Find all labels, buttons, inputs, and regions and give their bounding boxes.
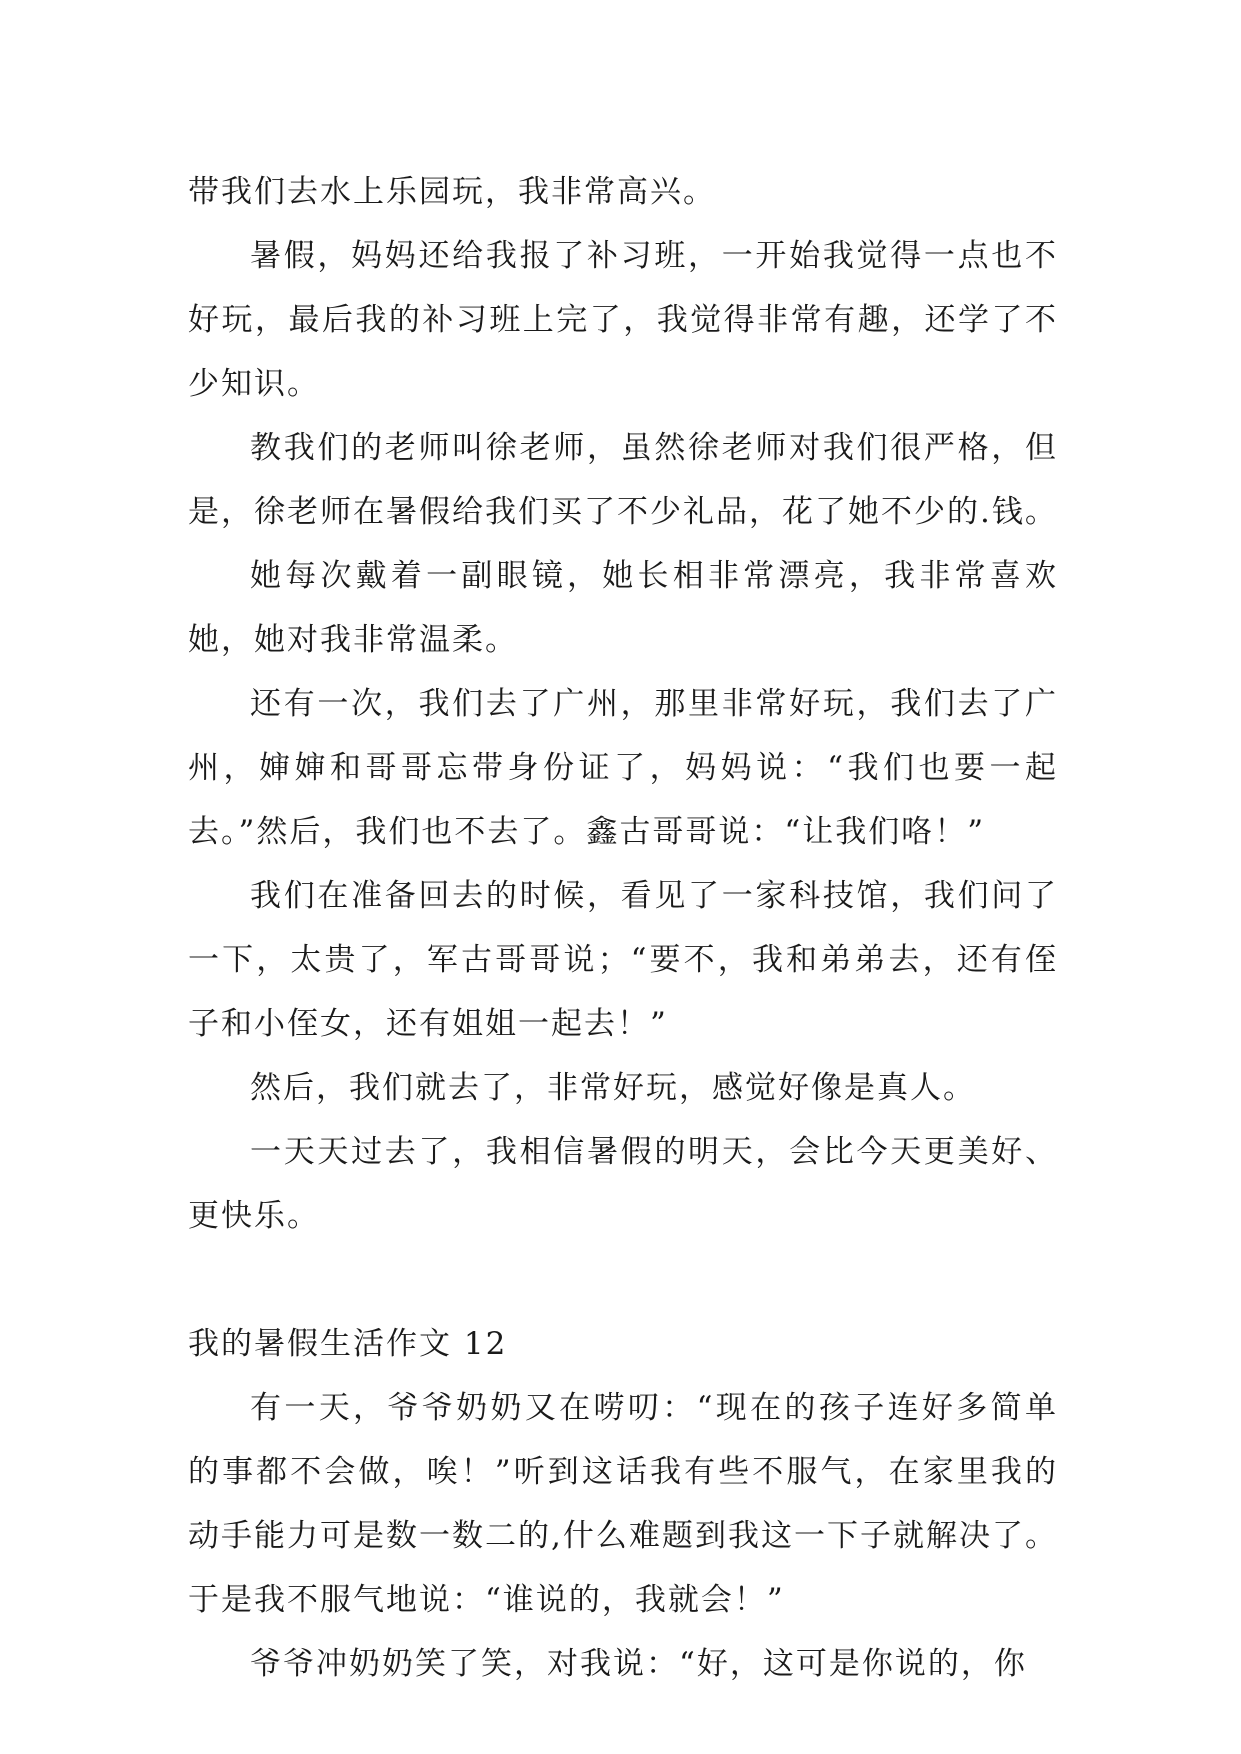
paragraph: 她每次戴着一副眼镜，她长相非常漂亮，我非常喜欢她，她对我非常温柔。 [188,558,1058,658]
paragraph: 有一天，爷爷奶奶又在唠叨：“现在的孩子连好多简单的事都不会做，唉！”听到这话我有些不服气，在家里我的动手能力可是数一数二的,什么难题到我这一下子就解决了。于是我不服气地说：“谁说的，我就会！” [188,1390,1058,1618]
paragraph: 暑假，妈妈还给我报了补习班，一开始我觉得一点也不好玩，最后我的补习班上完了，我觉得非常有趣，还学了不少知识。 [188,238,1058,402]
paragraph: 然后，我们就去了，非常好玩，感觉好像是真人。 [250,1070,976,1106]
paragraph: 还有一次，我们去了广州，那里非常好玩，我们去了广州，婶婶和哥哥忘带身份证了，妈妈说：“我们也要一起去。”然后，我们也不去了。鑫古哥哥说：“让我们咯！” [188,686,1058,850]
paragraph: 一天天过去了，我相信暑假的明天，会比今天更美好、更快乐。 [188,1134,1058,1234]
paragraph: 教我们的老师叫徐老师，虽然徐老师对我们很严格，但是，徐老师在暑假给我们买了不少礼品，花了她不少的.钱。 [188,430,1058,530]
paragraph: 我们在准备回去的时候，看见了一家科技馆，我们问了一下，太贵了，军古哥哥说；“要不，我和弟弟去，还有侄子和小侄女，还有姐姐一起去！” [188,878,1058,1042]
section-gap [188,1248,1058,1312]
paragraph: 爷爷冲奶奶笑了笑，对我说：“好，这可是你说的，你 [250,1646,1027,1682]
section-title: 我的暑假生活作文 12 [188,1326,508,1362]
essay-body [188,160,1058,1696]
paragraph: 带我们去水上乐园玩，我非常高兴。 [188,174,716,210]
